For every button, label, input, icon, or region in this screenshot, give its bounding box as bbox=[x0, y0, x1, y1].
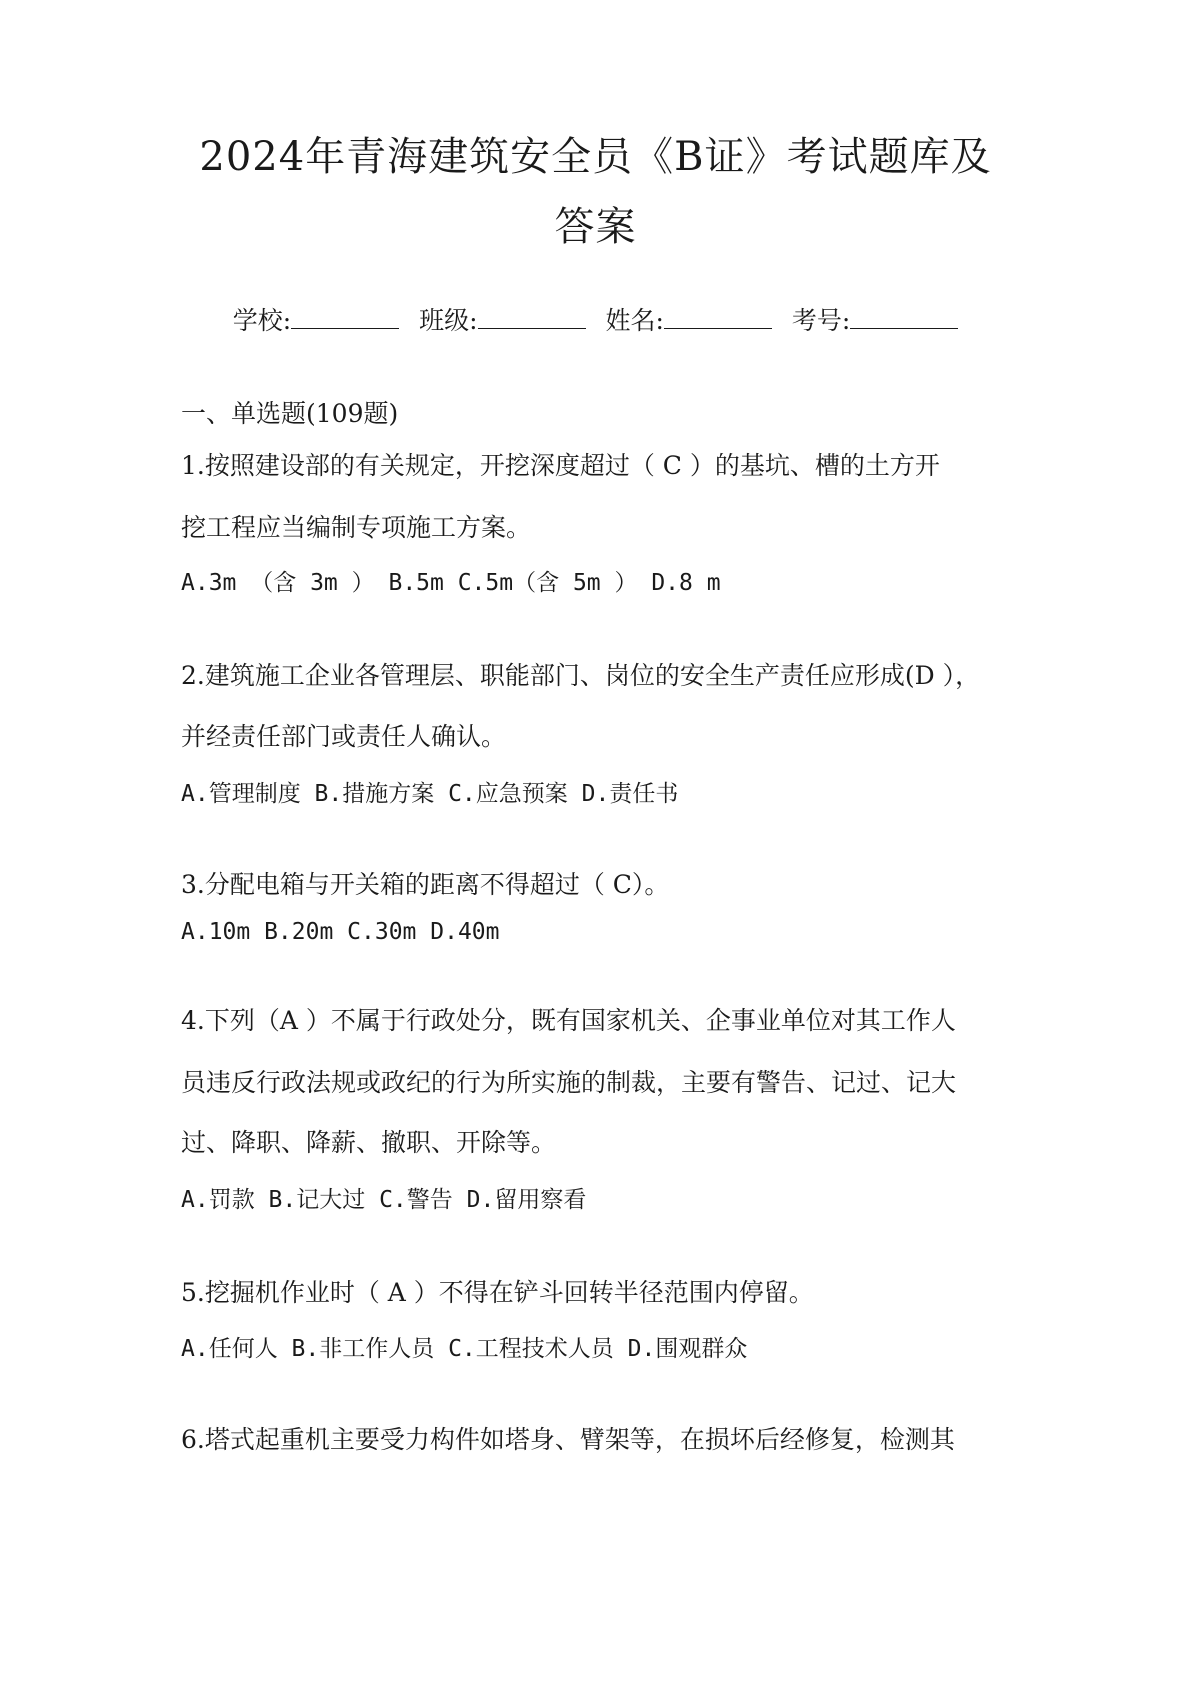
student-info-row bbox=[0, 300, 1191, 341]
name-field bbox=[605, 300, 771, 341]
name-label: 姓名: bbox=[605, 306, 664, 335]
exam-number-blank bbox=[850, 300, 958, 329]
exam-number-field bbox=[792, 300, 958, 341]
school-field bbox=[233, 300, 399, 341]
question-4-line-2: 员违反行政法规或政纪的行为所实施的制裁，主要有警告、记过、记大 bbox=[181, 1068, 957, 1097]
question-1-line-2: 挖工程应当编制专项施工方案。 bbox=[181, 513, 532, 542]
school-blank bbox=[291, 300, 399, 329]
question-4-line-3: 过、降职、降薪、撤职、开除等。 bbox=[181, 1128, 557, 1157]
question-1-options: A.3m （含 3m ） B.5m C.5m（含 5m ） D.8 m bbox=[181, 570, 721, 596]
question-4-options: A.罚款 B.记大过 C.警告 D.留用察看 bbox=[181, 1187, 587, 1213]
title-line-1: 2024年青海建筑安全员《B证》考试题库及 bbox=[199, 134, 992, 180]
question-3-options: A.10m B.20m C.30m D.40m bbox=[181, 919, 500, 945]
question-2-line-1: 2.建筑施工企业各管理层、职能部门、岗位的安全生产责任应形成(D ）， bbox=[181, 661, 981, 690]
question-2-options: A.管理制度 B.措施方案 C.应急预案 D.责任书 bbox=[181, 781, 679, 807]
name-blank bbox=[664, 300, 772, 329]
document-title bbox=[150, 122, 1041, 262]
question-6-line-1: 6.塔式起重机主要受力构件如塔身、臂架等，在损坏后经修复，检测其 bbox=[181, 1425, 955, 1454]
title-line-2: 答案 bbox=[554, 204, 637, 250]
question-2-line-2: 并经责任部门或责任人确认。 bbox=[181, 722, 507, 751]
section-heading: 一、单选题(109题) bbox=[181, 399, 399, 428]
question-3-line-1: 3.分配电箱与开关箱的距离不得超过（ C）。 bbox=[181, 870, 670, 899]
question-5-options: A.任何人 B.非工作人员 C.工程技术人员 D.围观群众 bbox=[181, 1336, 748, 1362]
question-1-line-1: 1.按照建设部的有关规定，开挖深度超过（ C ）的基坑、槽的土方开 bbox=[181, 451, 940, 480]
class-field bbox=[419, 300, 585, 341]
exam-number-label: 考号: bbox=[791, 306, 851, 335]
class-label: 班级: bbox=[419, 306, 478, 335]
school-label: 学校: bbox=[232, 306, 292, 335]
class-blank bbox=[478, 300, 586, 329]
question-5-line-1: 5.挖掘机作业时（ A ）不得在铲斗回转半径范围内停留。 bbox=[181, 1278, 814, 1307]
question-4-line-1: 4.下列（A ）不属于行政处分，既有国家机关、企事业单位对其工作人 bbox=[181, 1006, 956, 1035]
